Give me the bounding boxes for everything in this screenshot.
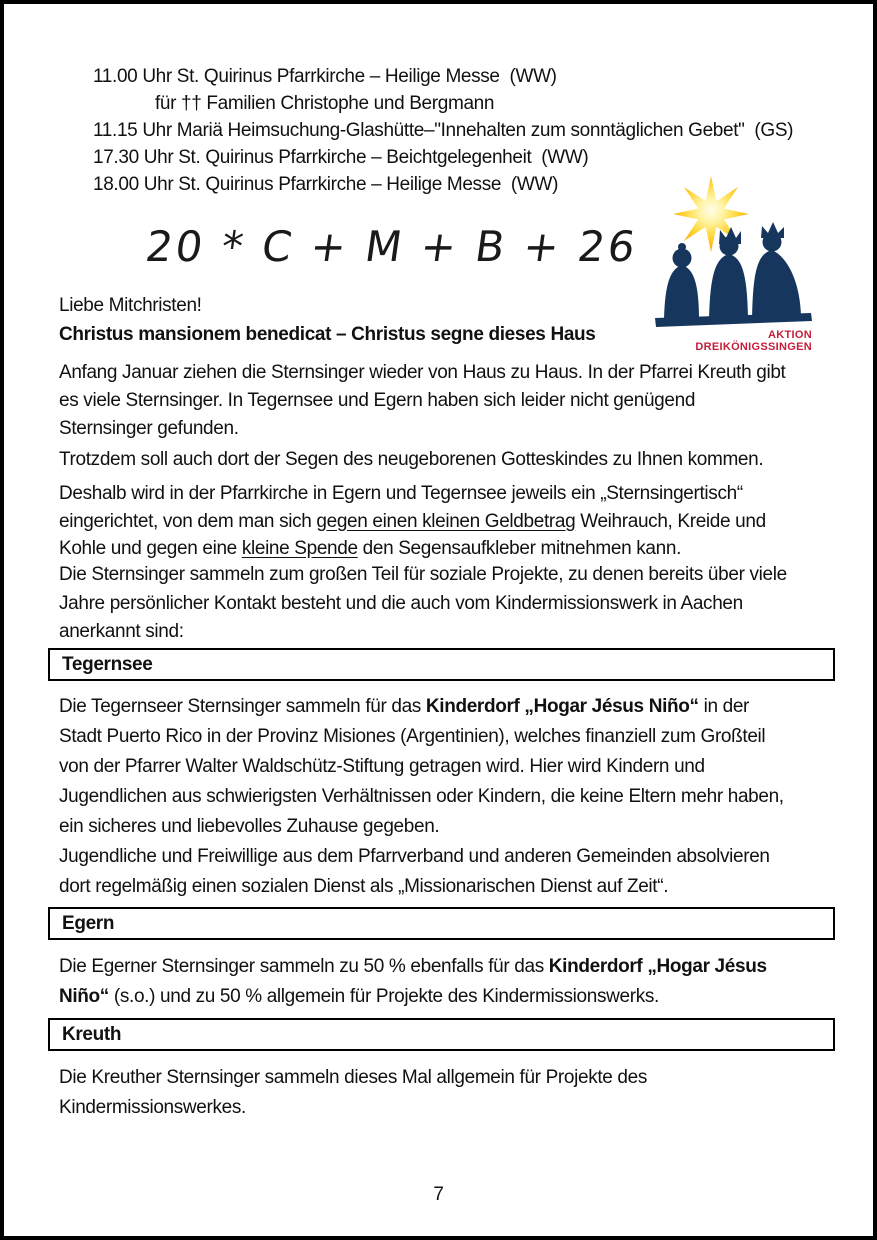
blessing-heading: Christus mansionem benedicat – Christus segne dieses Haus <box>59 324 596 345</box>
body-line: Kindermissionswerkes. <box>59 1097 246 1118</box>
body-line: Die Kreuther Sternsinger sammeln dieses Mal allgemein für Projekte des <box>59 1067 648 1088</box>
text-segment: Kohle und gegen eine <box>59 538 242 559</box>
section-title-box-egern <box>48 907 835 940</box>
body-line <box>59 982 767 1012</box>
section-title: Tegernsee <box>62 653 153 675</box>
bold-phrase: Kinderdorf „Hogar Jésus Niño“ <box>425 696 699 717</box>
section-title-box-tegernsee <box>48 648 835 681</box>
body-line: Jahre persönlicher Kontakt besteht und die auch vom Kindermissionswerk in Aachen <box>59 592 743 614</box>
paragraph-trotzdem <box>59 446 763 473</box>
text-segment: (s.o.) und zu 50 % allgemein für Projekte des Kindermissionswerks. <box>108 986 659 1007</box>
body-line <box>59 535 766 563</box>
schedule-line: 11.15 Uhr Mariä Heimsuchung-Glashütte–"Innehalten zum sonntäglichen Gebet" (GS) <box>93 120 794 141</box>
text-segment: eingerichtet, von dem man sich <box>59 510 317 532</box>
logo-wordmark-line2: DREIKÖNIGSSINGEN <box>695 341 812 353</box>
body-line <box>59 508 766 536</box>
body-line: ein sicheres und liebevolles Zuhause gegeben. <box>59 816 440 837</box>
body-line: anerkannt sind: <box>59 621 184 642</box>
body-line: von der Pfarrer Walter Waldschütz-Stiftung getragen wird. Hier wird Kindern und <box>59 756 705 777</box>
underlined-phrase: kleine Spende <box>241 538 358 559</box>
section-title: Kreuth <box>62 1023 122 1045</box>
page-number: 7 <box>433 1184 444 1205</box>
body-line: Sternsinger gefunden. <box>59 418 239 439</box>
schedule-line-intention: für †† Familien Christophe und Bergmann <box>155 93 495 114</box>
schedule-line: 11.00 Uhr St. Quirinus Pfarrkirche – Heilige Messe (WW) <box>93 66 557 87</box>
body-line: Anfang Januar ziehen die Sternsinger wieder von Haus zu Haus. In der Pfarrei Kreuth gibt <box>59 362 786 383</box>
body-line <box>59 952 767 982</box>
epiphany-blessing-text: 20 * C + M + B + 26 <box>142 222 642 271</box>
paragraph-projekte <box>59 561 787 647</box>
schedule-line: 18.00 Uhr St. Quirinus Pfarrkirche – Heilige Messe (WW) <box>93 174 559 195</box>
three-kings-icon <box>655 222 812 327</box>
body-line: Deshalb wird in der Pfarrkirche in Egern und Tegernsee jeweils ein „Sternsingertisch“ <box>59 483 743 504</box>
bold-phrase: Niño“ <box>59 986 109 1007</box>
schedule-line: 17.30 Uhr St. Quirinus Pfarrkirche – Beichtgelegenheit (WW) <box>93 147 589 168</box>
body-line: Jugendliche und Freiwillige aus dem Pfarrverband und anderen Gemeinden absolvieren <box>59 846 770 867</box>
paragraph-kreuth <box>59 1063 647 1123</box>
body-line: Die Sternsinger sammeln zum großen Teil für soziale Projekte, zu denen bereits über viele <box>59 564 787 585</box>
section-title-box-kreuth <box>48 1018 835 1051</box>
paragraph-tegernsee <box>59 692 784 902</box>
section-title: Egern <box>62 912 115 934</box>
text-segment: Weihrauch, Kreide und <box>575 510 766 532</box>
text-segment: den Segensaufkleber mitnehmen kann. <box>357 538 682 559</box>
text-segment: in der <box>698 696 750 717</box>
body-line: Trotzdem soll auch dort der Segen des neugeborenen Gotteskindes zu Ihnen kommen. <box>59 449 764 470</box>
body-line: es viele Sternsinger. In Tegernsee und Egern haben sich leider nicht genügend <box>59 390 696 411</box>
text-segment: Die Egerner Sternsinger sammeln zu 50 % ebenfalls für das <box>59 956 549 977</box>
paragraph-deshalb <box>59 480 766 563</box>
body-line <box>59 692 784 722</box>
paragraph-sternsinger <box>59 359 785 443</box>
sternsinger-logo <box>649 172 821 354</box>
bold-phrase: Kinderdorf „Hogar Jésus <box>548 956 767 977</box>
salutation: Liebe Mitchristen! <box>59 295 202 316</box>
underlined-phrase: gegen einen kleinen Geldbetrag <box>316 510 576 532</box>
body-line: Stadt Puerto Rico in der Provinz Misiones (Argentinien), welches finanziell zum Großteil <box>59 726 766 747</box>
logo-wordmark-line1: AKTION <box>768 329 812 341</box>
paragraph-egern <box>59 952 767 1012</box>
body-line: dort regelmäßig einen sozialen Dienst als „Missionarischen Dienst auf Zeit“. <box>59 876 669 897</box>
text-segment: Die Tegernseer Sternsinger sammeln für das <box>59 696 426 717</box>
body-line: Jugendlichen aus schwierigsten Verhältnissen oder Kindern, die keine Eltern mehr haben, <box>59 786 784 807</box>
